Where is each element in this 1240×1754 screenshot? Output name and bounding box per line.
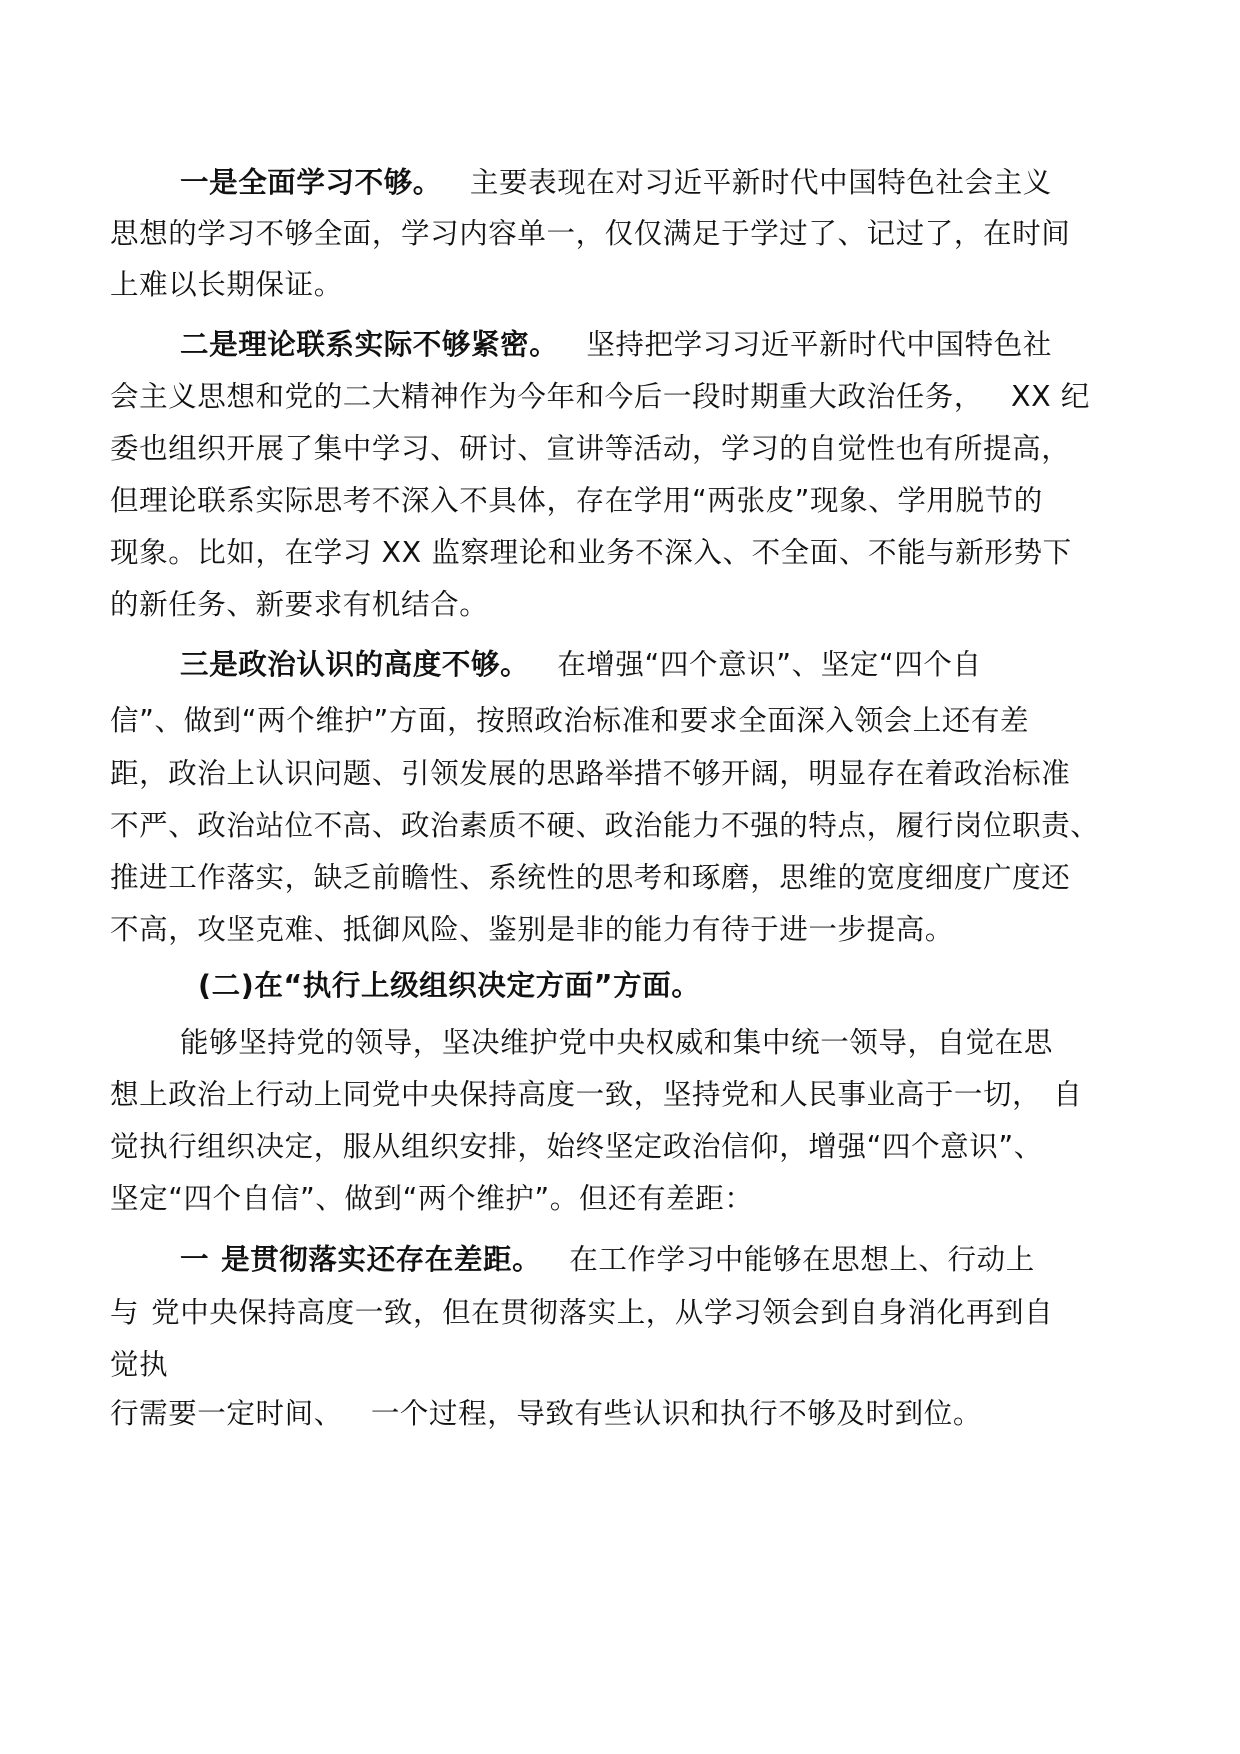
paragraph-3-line-2: 信”、做到“两个维护”方面，按照政治标准和要求全面深入领会上还有差: [110, 704, 1030, 737]
section-2-title: (二)在“执行上级组织决定方面”方面。: [198, 969, 701, 1002]
paragraph-4-line-2: [110, 1075, 1082, 1115]
paragraph-2-line-6: 的新任务、新要求有机结合。: [110, 588, 489, 621]
paragraph-2-heading: 二是理论联系实际不够紧密。: [180, 328, 559, 361]
paragraph-2-text: 坚持把学习习近平新时代中国特色社: [586, 328, 1052, 361]
paragraph-2-text-a: 会主义思想和党的二大精神作为今年和今后一段时期重大政治任务，: [110, 380, 984, 413]
paragraph-5-text-d: 一个过程，导致有些认识和执行不够及时到位。: [370, 1397, 982, 1430]
paragraph-1-text: 主要表现在对习近平新时代中国特色社会主义: [469, 166, 1052, 199]
paragraph-3-heading: 三是政治认识的高度不够。: [180, 648, 530, 681]
paragraph-3-line-4: 不严、政治站位不高、政治素质不硬、政治能力不强的特点，履行岗位职责、: [110, 809, 1100, 842]
paragraph-2-line-3: 委也组织开展了集中学习、研讨、宣讲等活动，学习的自觉性也有所提高，: [110, 432, 1071, 465]
paragraph-5-text-b: 党中央保持高度一致，但在贯彻落实上，从学习领会到自身消化再到自: [151, 1296, 1054, 1329]
paragraph-4-text-b: 自: [1053, 1078, 1083, 1111]
paragraph-5-line-4: [110, 1394, 982, 1434]
paragraph-5-line-2: [110, 1293, 1053, 1333]
paragraph-1-heading: 一是全面学习不够。: [180, 166, 442, 199]
paragraph-2-line-1: [180, 325, 1052, 365]
paragraph-2-line-2: [110, 377, 1090, 417]
paragraph-5-line-3: 觉执: [110, 1348, 169, 1381]
paragraph-5-heading-b: 是贯彻落实还存在差距。: [221, 1243, 542, 1276]
paragraph-1-line-1: [180, 163, 1052, 203]
paragraph-3-line-5: 推进工作落实，缺乏前瞻性、系统性的思考和琢磨，思维的宽度细度广度还: [110, 861, 1071, 894]
paragraph-2-line-4: 但理论联系实际思考不深入不具体，存在学用“两张皮”现象、学用脱节的: [110, 484, 1043, 517]
paragraph-5-text-c: 行需要一定时间、: [110, 1397, 343, 1430]
paragraph-4-line-3: 觉执行组织决定，服从组织安排，始终坚定政治信仰，增强“四个意识”、: [110, 1130, 1043, 1163]
paragraph-1-line-2: 思想的学习不够全面，学习内容单一，仅仅满足于学过了、记过了，在时间: [110, 217, 1071, 250]
paragraph-4-text-a: 想上政治上行动上同党中央保持高度一致，坚持党和人民事业高于一切，: [110, 1078, 1042, 1111]
paragraph-3-line-1: [180, 645, 982, 685]
paragraph-1-line-3: 上难以长期保证。: [110, 268, 343, 301]
paragraph-2-line-5: 现象。比如，在学习 XX 监察理论和业务不深入、不全面、不能与新形势下: [110, 536, 1072, 569]
paragraph-3-text: 在增强“四个意识”、坚定“四个自: [557, 648, 982, 681]
paragraph-3-line-6: 不高，攻坚克难、抵御风险、鉴别是非的能力有待于进一步提高。: [110, 913, 954, 946]
paragraph-2-text-b: XX 纪: [1011, 380, 1091, 413]
paragraph-5-line-1: [180, 1240, 1035, 1280]
paragraph-5-text-a: 与: [110, 1296, 140, 1329]
paragraph-5-text: 在工作学习中能够在思想上、行动上: [569, 1243, 1035, 1276]
paragraph-4-line-1: 能够坚持党的领导，坚决维护党中央权威和集中统一领导，自觉在思: [180, 1026, 1054, 1059]
paragraph-4-line-4: 坚定“四个自信”、做到“两个维护”。但还有差距：: [110, 1182, 754, 1215]
paragraph-3-line-3: 距，政治上认识问题、引领发展的思路举措不够开阔，明显存在着政治标准: [110, 757, 1071, 790]
paragraph-5-heading-a: 一: [180, 1243, 210, 1276]
